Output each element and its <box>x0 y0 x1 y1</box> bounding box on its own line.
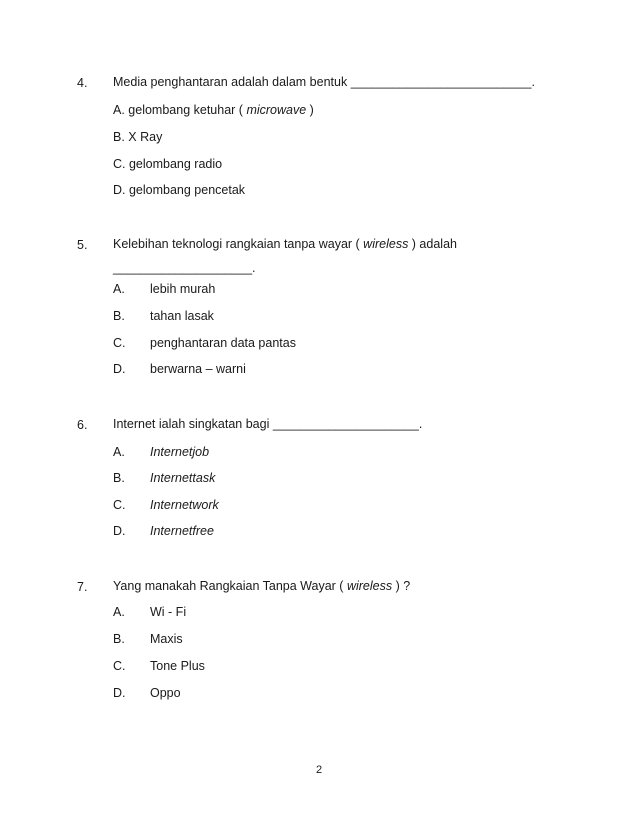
question-stem: Media penghantaran adalah dalam bentuk __________________________. <box>113 75 535 89</box>
question-stem: Internet ialah singkatan bagi _____________________. <box>113 417 423 431</box>
option-a: A. Wi - Fi <box>113 605 187 619</box>
question-number: 7. <box>77 580 88 594</box>
option-c: C. Internetwork <box>113 498 219 512</box>
option-b: B. Internettask <box>113 471 216 485</box>
question-stem: Kelebihan teknologi rangkaian tanpa wayar ( wireless ) adalah ____________________. <box>113 237 457 275</box>
answer-blank: __________________________ <box>350 75 532 89</box>
question-number: 6. <box>77 418 88 432</box>
question-number: 4. <box>77 76 88 90</box>
question-number: 5. <box>77 238 88 252</box>
option-d: D. Oppo <box>113 686 181 700</box>
option-d: D. Internetfree <box>113 524 214 538</box>
option-d: D. gelombang pencetak <box>113 183 246 197</box>
option-a: A. lebih murah <box>113 282 216 296</box>
option-c: C. gelombang radio <box>113 157 223 171</box>
answer-blank: ____________________. <box>113 261 256 275</box>
page-number: 2 <box>315 764 323 776</box>
question-stem: Yang manakah Rangkaian Tanpa Wayar ( wireless ) ? <box>113 579 411 593</box>
option-b: B. Maxis <box>113 632 183 646</box>
option-d: D. berwarna – warni <box>113 362 246 376</box>
option-a: A. Internetjob <box>113 445 210 459</box>
answer-blank: _____________________ <box>272 417 419 431</box>
option-c: C. Tone Plus <box>113 659 205 673</box>
option-b: B. tahan lasak <box>113 309 214 323</box>
option-a: A. gelombang ketuhar ( microwave ) <box>113 103 314 117</box>
option-c: C. penghantaran data pantas <box>113 336 296 350</box>
option-b: B. X Ray <box>113 130 163 144</box>
